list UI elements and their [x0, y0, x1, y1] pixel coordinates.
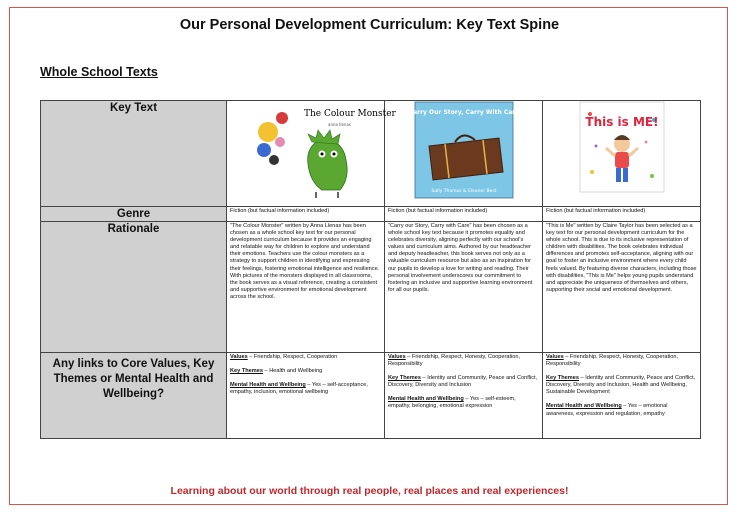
blue-monster-icon	[257, 143, 271, 157]
key-text-row	[41, 101, 701, 207]
rationale-cell-3: "This is Me" written by Claire Taylor has been selected as a key text for our personal development curriculum for the whole school. This is due to its inclusive representation of children with disabilities. The book celebrates individual differences and promotes self-acceptance, aligning with our goal to foster an inclusive environment where every child feels valued. By featuring diverse characters, including those with disabilities, "This is Me" helps young pupils understand and appreciate the uniqueness of themselves and others, supporting their social and emotional development.	[543, 222, 701, 353]
values-label: Values	[546, 354, 564, 360]
cover-title-3: This is ME!	[584, 115, 659, 129]
row-header-links: Any links to Core Values, Key Themes or Mental Health and Wellbeing?	[41, 353, 227, 439]
rationale-cell-2: "Carry our Story, Carry with Care" has been chosen as a whole school key text because it promotes equality and celebrates diversity, aligning perfectly with our school's values and curriculum aims. Authored by our headteacher and deputy headteacher, this book serves not only as a valuable curriculum resource but also as an inspiration for our pupils to develop a love for writing and reading. Their personal involvement underscores our commitment to fostering an inclusive and supportive learning environment for all our pupils.	[385, 222, 543, 353]
key-themes-label: Key Themes	[388, 375, 421, 382]
mental-health-label: Mental Health and Wellbeing	[388, 396, 464, 403]
mental-health-label: Mental Health and Wellbeing	[546, 403, 622, 410]
cover-author-2: Sally Thomas & Eleanor Best	[431, 189, 496, 194]
section-heading: Whole School Texts	[40, 65, 158, 79]
footer-slogan: Learning about our world through real people, real places and real experiences!	[170, 485, 569, 497]
rationale-cell-1: "The Colour Monster" written by Anna Llenas has been chosen as a whole school key text for our personal development curriculum because it provides an engaging and relatable way for children to explore and understand their emotions. Teachers use the colour monsters as a strategy to support children in identifying and expressing their feelings, fostering emotional intelligence and resilience. With pictures of the monsters displayed in all classrooms, the book serves as a visual reference, creating a consistent and supportive environment for emotional development across the school.	[227, 222, 385, 353]
this-is-me-cover	[580, 102, 664, 192]
cover-title-2: Carry Our Story, Carry With Care	[408, 109, 519, 116]
black-monster-icon	[269, 155, 279, 165]
pink-monster-icon	[275, 137, 285, 147]
links-cell-3	[543, 353, 701, 439]
rationale-row	[41, 222, 701, 353]
links-cell-2	[385, 353, 543, 439]
mental-health-label: Mental Health and Wellbeing	[230, 382, 306, 389]
links-row	[41, 353, 701, 439]
key-text-table	[40, 100, 701, 439]
suitcase-icon	[429, 138, 503, 180]
row-header-rationale: Rationale	[41, 222, 227, 353]
values-label: Values	[388, 354, 406, 360]
key-themes-text-3: – Identity and Community, Peace and Conflict, Discovery, Diversity and Inclusion, Health and Wellbeing, Sustainable Development	[546, 375, 696, 396]
key-themes-text-1: – Health and Wellbeing	[262, 368, 323, 375]
book-cover-cell-2	[385, 101, 543, 207]
values-text-3: – Friendship, Respect, Honesty, Cooperation, Responsibility	[546, 354, 679, 368]
values-text-2: – Friendship, Respect, Honesty, Cooperation, Responsibility	[388, 354, 521, 368]
colour-monster-cover	[246, 102, 396, 198]
genre-cell-2: Fiction (but factual information included)	[385, 207, 543, 222]
key-themes-text-2: – Identity and Community, Peace and Conflict, Discovery, Diversity and Inclusion	[388, 375, 538, 389]
row-header-genre: Genre	[41, 207, 227, 222]
red-monster-icon	[276, 112, 288, 124]
key-themes-label: Key Themes	[230, 368, 263, 375]
cover-author-1: anna llenas	[327, 122, 351, 127]
mental-health-text-2: – Yes – self-esteem, empathy, belonging, emotional expression	[388, 396, 516, 410]
row-header-key-text: Key Text	[41, 101, 227, 207]
key-themes-label: Key Themes	[546, 375, 579, 382]
book-cover-cell-1	[227, 101, 396, 207]
book-cover-cell-3	[543, 101, 701, 207]
mental-health-text-3: – Yes – emotional awareness, expression and regulation, empathy	[546, 403, 668, 417]
links-cell-1	[227, 353, 385, 439]
values-label: Values	[230, 354, 248, 360]
page-title: Our Personal Development Curriculum: Key Text Spine	[179, 17, 560, 33]
document-page	[9, 7, 728, 505]
carry-our-story-cover	[408, 102, 519, 198]
mental-health-text-1: – Yes – self-acceptance, empathy, inclusion, emotional wellbeing	[230, 382, 368, 396]
green-monster-icon	[307, 140, 346, 190]
genre-cell-1: Fiction (but factual information included)	[227, 207, 385, 222]
genre-cell-3: Fiction (but factual information included)	[543, 207, 701, 222]
cover-title-1: The Colour Monster	[303, 109, 396, 119]
genre-row	[41, 207, 701, 222]
yellow-monster-icon	[258, 122, 278, 142]
values-text-1: – Friendship, Respect, Cooperation	[247, 354, 338, 360]
